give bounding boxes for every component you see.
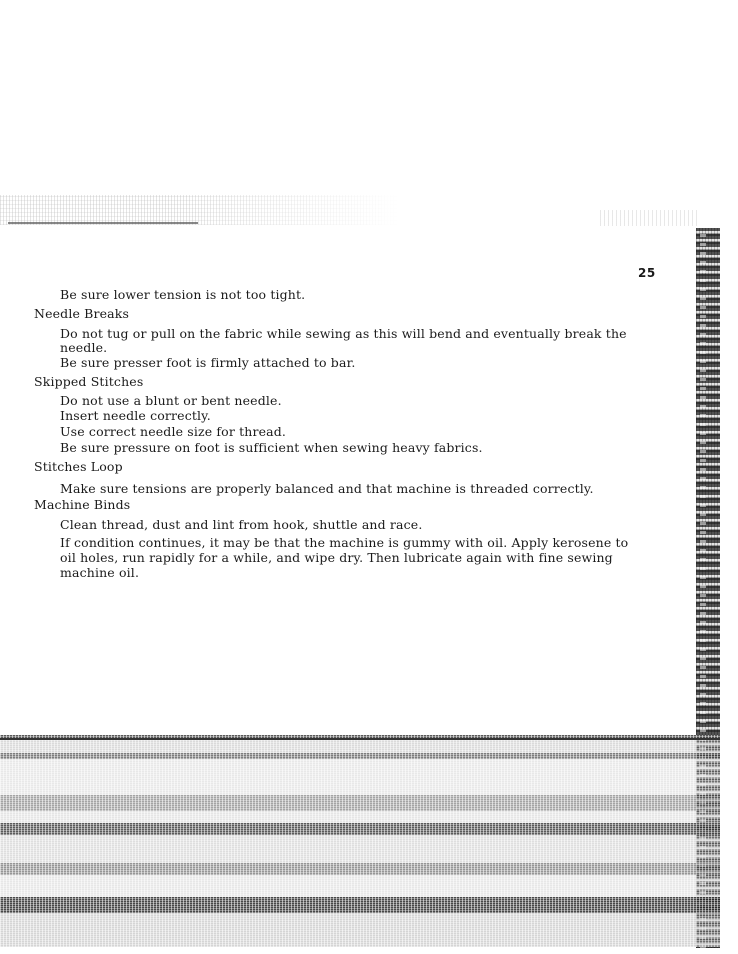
section-line: oil holes, run rapidly for a while, and wipe dry. Then lubricate again with fine sewing	[60, 550, 613, 565]
intro-line: Be sure lower tension is not too tight.	[60, 287, 306, 302]
scan-noise-top	[0, 195, 400, 225]
scan-line-bottom	[0, 738, 720, 740]
section-line: Do not tug or pull on the fabric while sewing as this will bend and eventually break the	[60, 326, 627, 341]
section-line: needle.	[60, 340, 108, 355]
section-heading-needle-breaks: Needle Breaks	[34, 306, 130, 321]
section-heading-machine-binds: Machine Binds	[34, 497, 131, 512]
scan-line-top	[8, 222, 198, 224]
section-heading-stitches-loop: Stitches Loop	[34, 459, 123, 474]
scan-noise-bottom-texture	[0, 735, 720, 947]
section-line: machine oil.	[60, 565, 140, 580]
section-line: Be sure presser foot is firmly attached to bar.	[60, 355, 356, 370]
section-line: Be sure pressure on foot is sufficient when sewing heavy fabrics.	[60, 440, 483, 455]
section-heading-skipped-stitches: Skipped Stitches	[34, 374, 144, 389]
section-line: Insert needle correctly.	[60, 408, 211, 423]
section-line: Make sure tensions are properly balanced and that machine is threaded correctly.	[60, 481, 594, 496]
page-number: 25	[638, 266, 656, 280]
section-line: Clean thread, dust and lint from hook, shuttle and race.	[60, 517, 423, 532]
section-line: Do not use a blunt or bent needle.	[60, 393, 282, 408]
section-line: Use correct needle size for thread.	[60, 424, 287, 439]
section-line: If condition continues, it may be that the machine is gummy with oil. Apply kerosene to	[60, 535, 629, 550]
scan-noise-top-right	[600, 210, 700, 226]
